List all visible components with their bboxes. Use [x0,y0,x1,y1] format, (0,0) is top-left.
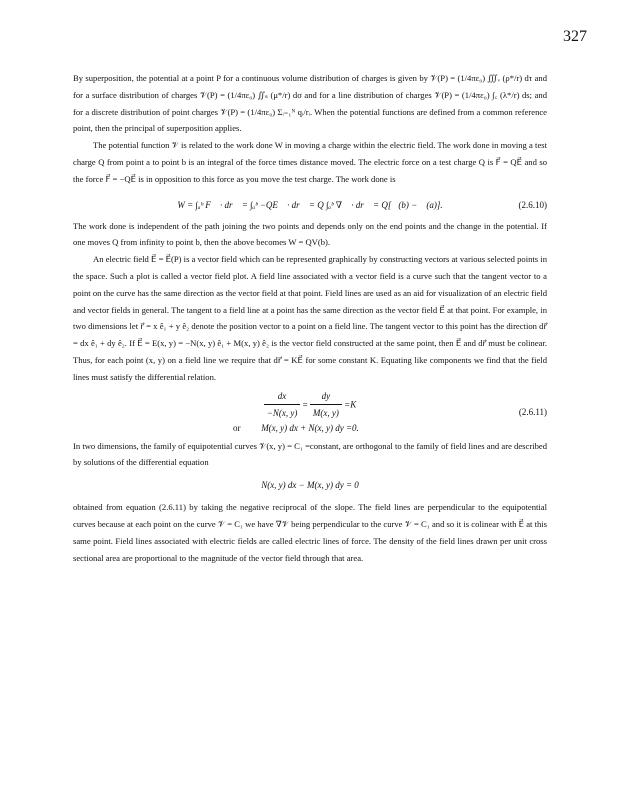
paragraph-work-done: The potential function 𝒱 is related to the work done W in moving a charge within the electric field. The work done in moving a test charge Q from point a to point b is an integral of the force times distance moved. The electric force on a test charge Q is F⃗ = QE⃗ and so the force F⃗ = −QE⃗ is in opposition to this force as you move the test charge. The work done is [73,140,547,184]
paragraph-lines-of-force: obtained from equation (2.6.11) by taking the negative reciprocal of the slope. The field lines are perpendicular to the equipotential curves because at each point on the curve 𝒱 = C₁ we have ∇𝒱 being perpendicular to the curve 𝒱 = C₁ and so it is colinear with E⃗ at this same point. Field lines associated with electric fields are called electric lines of force. The density of the field lines drawn per unit cross sectional area are proportional to the magnitude of the vector field through that area. [73,502,547,563]
equation-equipotential [73,471,547,499]
paragraph-field-lines: An electric field E⃗ = E⃗(P) is a vector field which can be represented graphically by constructing vectors at various selected points in the space. Such a plot is called a vector field plot. A field line associated with a vector field is a curve such that the tangent vector to a point on the curve has the same direction as the vector field at that point. Field lines are used as an aid for visualization of an electric field and vector fields in general. The tangent to a field line at a point has the same direction as the vector field E⃗ at that point. For example, in two dimensions let r⃗ = x ê₁ + y ê₂ denote the position vector to a point on a field line. The tangent vector to this point has the direction dr⃗ = dx ê₁ + dy ê₂. If E⃗ = E(x, y) = −N(x, y) ê₁ + M(x, y) ê₂ is the vector field constructed at the same point, then E⃗ and dr⃗ must be colinear. Thus, for each point (x, y) on a field line we require that dr⃗ = KE⃗ for some constant K. Equating like components we find that the field lines must satisfy the differential relation. [73,254,547,382]
paragraph-equipotential: In two dimensions, the family of equipotential curves 𝒱(x, y) = C₁ =constant, are orthogonal to the family of field lines and are described by solutions of the differential equation [73,440,547,468]
equation-differential-form: M(x, y) dx + N(x, y) dy =0. [261,422,359,433]
fraction-denominator: −N(x, y) [266,408,298,419]
equation-number: (2.6.11) [518,406,547,417]
fraction-denominator: M(x, y) [312,408,339,419]
equation-rhs: =K [344,398,357,409]
page-number: 327 [563,28,587,45]
equation-equipotential-text: N(x, y) dx − M(x, y) dy = 0 [261,480,359,491]
equation-number: (2.6.10) [518,199,547,210]
equation-2-6-10 [73,188,547,218]
equation-field-line-ratio [73,388,547,423]
equals-sign: = [302,398,308,409]
equation-2-6-11 [73,386,547,438]
equation-or: or [233,422,241,433]
equation-work-integral: W = ∫ₐᵇ F⃗ · dr⃗ = ∫ₐᵇ −QE⃗ · dr⃗ = Q ∫ₐᵇ ∇𝒱 · dr⃗ = Q[𝒱(b) − 𝒱(a)]. [177,199,443,210]
body-text [73,70,547,566]
fraction-numerator: dx [264,388,301,406]
paragraph-path-independence: The work done is independent of the path joining the two points and depends only on the end points and the change in the potential. If one moves Q from infinity to point b, then the above becomes W = QV(b). [73,220,547,248]
fraction-numerator: dy [310,388,342,406]
fraction-dy [310,388,342,423]
fraction-dx [264,388,301,423]
paragraph-superposition: By superposition, the potential at a point P for a continuous volume distribution of charges is given by 𝒱(P) = (1/4πε₀) ∭ᵥ (ρ*/r) dτ and for a surface distribution of charges 𝒱(P) = (1/4πε₀) ∬ₛ (μ*/r) dσ and for a line distribution of charges 𝒱(P) = (1/4πε₀) ∫꜀ (λ*/r) ds; and for a discrete distribution of point charges 𝒱(P) = (1/4πε₀) Σᵢ₌₁ᴺ qᵢ/rᵢ. When the potential functions are defined from a common reference point, then the principal of superposition applies. [73,73,547,134]
